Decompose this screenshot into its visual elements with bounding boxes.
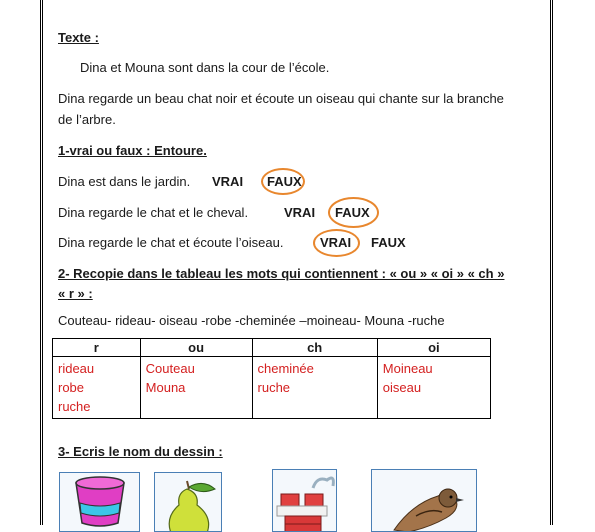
word-table xyxy=(52,338,491,419)
left-page-border xyxy=(40,0,43,525)
faux-option-1[interactable]: FAUX xyxy=(267,174,302,189)
exercise-2-title: 2- Recopie dans le tableau les mots qui contiennent : « ou » « oi » « ch » xyxy=(58,266,505,281)
chimney-picture xyxy=(272,469,337,532)
table-word: robe xyxy=(58,380,85,395)
right-page-border xyxy=(550,0,553,525)
answer-circle-2 xyxy=(328,197,379,228)
table-word: rideau xyxy=(58,361,95,376)
pear-icon xyxy=(155,473,222,532)
vrai-option-2[interactable]: VRAI xyxy=(284,205,316,220)
table-row xyxy=(53,357,491,419)
texte-line-2: Dina regarde un beau chat noir et écoute un oiseau qui chante sur la branche xyxy=(58,91,504,106)
exercise-3-title: 3- Ecris le nom du dessin : xyxy=(58,444,223,459)
table-word: oiseau xyxy=(382,380,422,395)
cell-ch[interactable] xyxy=(252,357,377,419)
vrai-option-1[interactable]: VRAI xyxy=(212,174,244,189)
header-ou: ou xyxy=(140,339,252,357)
table-word: Mouna xyxy=(145,380,186,395)
texte-title: Texte : xyxy=(58,30,99,45)
pear-picture xyxy=(154,472,222,532)
header-ch: ch xyxy=(252,339,377,357)
answer-circle-1 xyxy=(261,168,305,195)
vrai-option-3[interactable]: VRAI xyxy=(320,235,352,250)
table-word: ruche xyxy=(257,380,291,395)
statement-2: Dina regarde le chat et le cheval. xyxy=(58,205,249,220)
chimney-icon xyxy=(273,470,337,532)
answer-circle-3 xyxy=(313,229,360,257)
table-header-row xyxy=(53,339,491,357)
hat-picture xyxy=(59,472,140,532)
table-word: Couteau xyxy=(145,361,195,376)
header-oi: oi xyxy=(377,339,490,357)
cell-ou[interactable] xyxy=(140,357,252,419)
exercise-1-title: 1-vrai ou faux : Entoure. xyxy=(58,143,207,158)
texte-line-3: de l’arbre. xyxy=(58,112,116,127)
table-word: cheminée xyxy=(257,361,314,376)
table-word: ruche xyxy=(58,399,91,414)
faux-option-3[interactable]: FAUX xyxy=(371,235,406,250)
exercise-2-title-continued: « r » : xyxy=(58,286,93,301)
texte-line-1: Dina et Mouna sont dans la cour de l’école. xyxy=(80,60,330,75)
cell-r[interactable] xyxy=(53,357,141,419)
faux-option-2[interactable]: FAUX xyxy=(335,205,370,220)
statement-3: Dina regarde le chat et écoute l’oiseau. xyxy=(58,235,284,250)
word-list: Couteau- rideau- oiseau -robe -cheminée –moineau- Mouna -ruche xyxy=(58,313,445,328)
hat-icon xyxy=(60,473,140,532)
table-word: Moineau xyxy=(382,361,433,376)
sparrow-picture xyxy=(371,469,477,532)
cell-oi[interactable] xyxy=(377,357,490,419)
statement-1: Dina est dans le jardin. xyxy=(58,174,191,189)
header-r: r xyxy=(53,339,141,357)
sparrow-icon xyxy=(372,470,477,532)
